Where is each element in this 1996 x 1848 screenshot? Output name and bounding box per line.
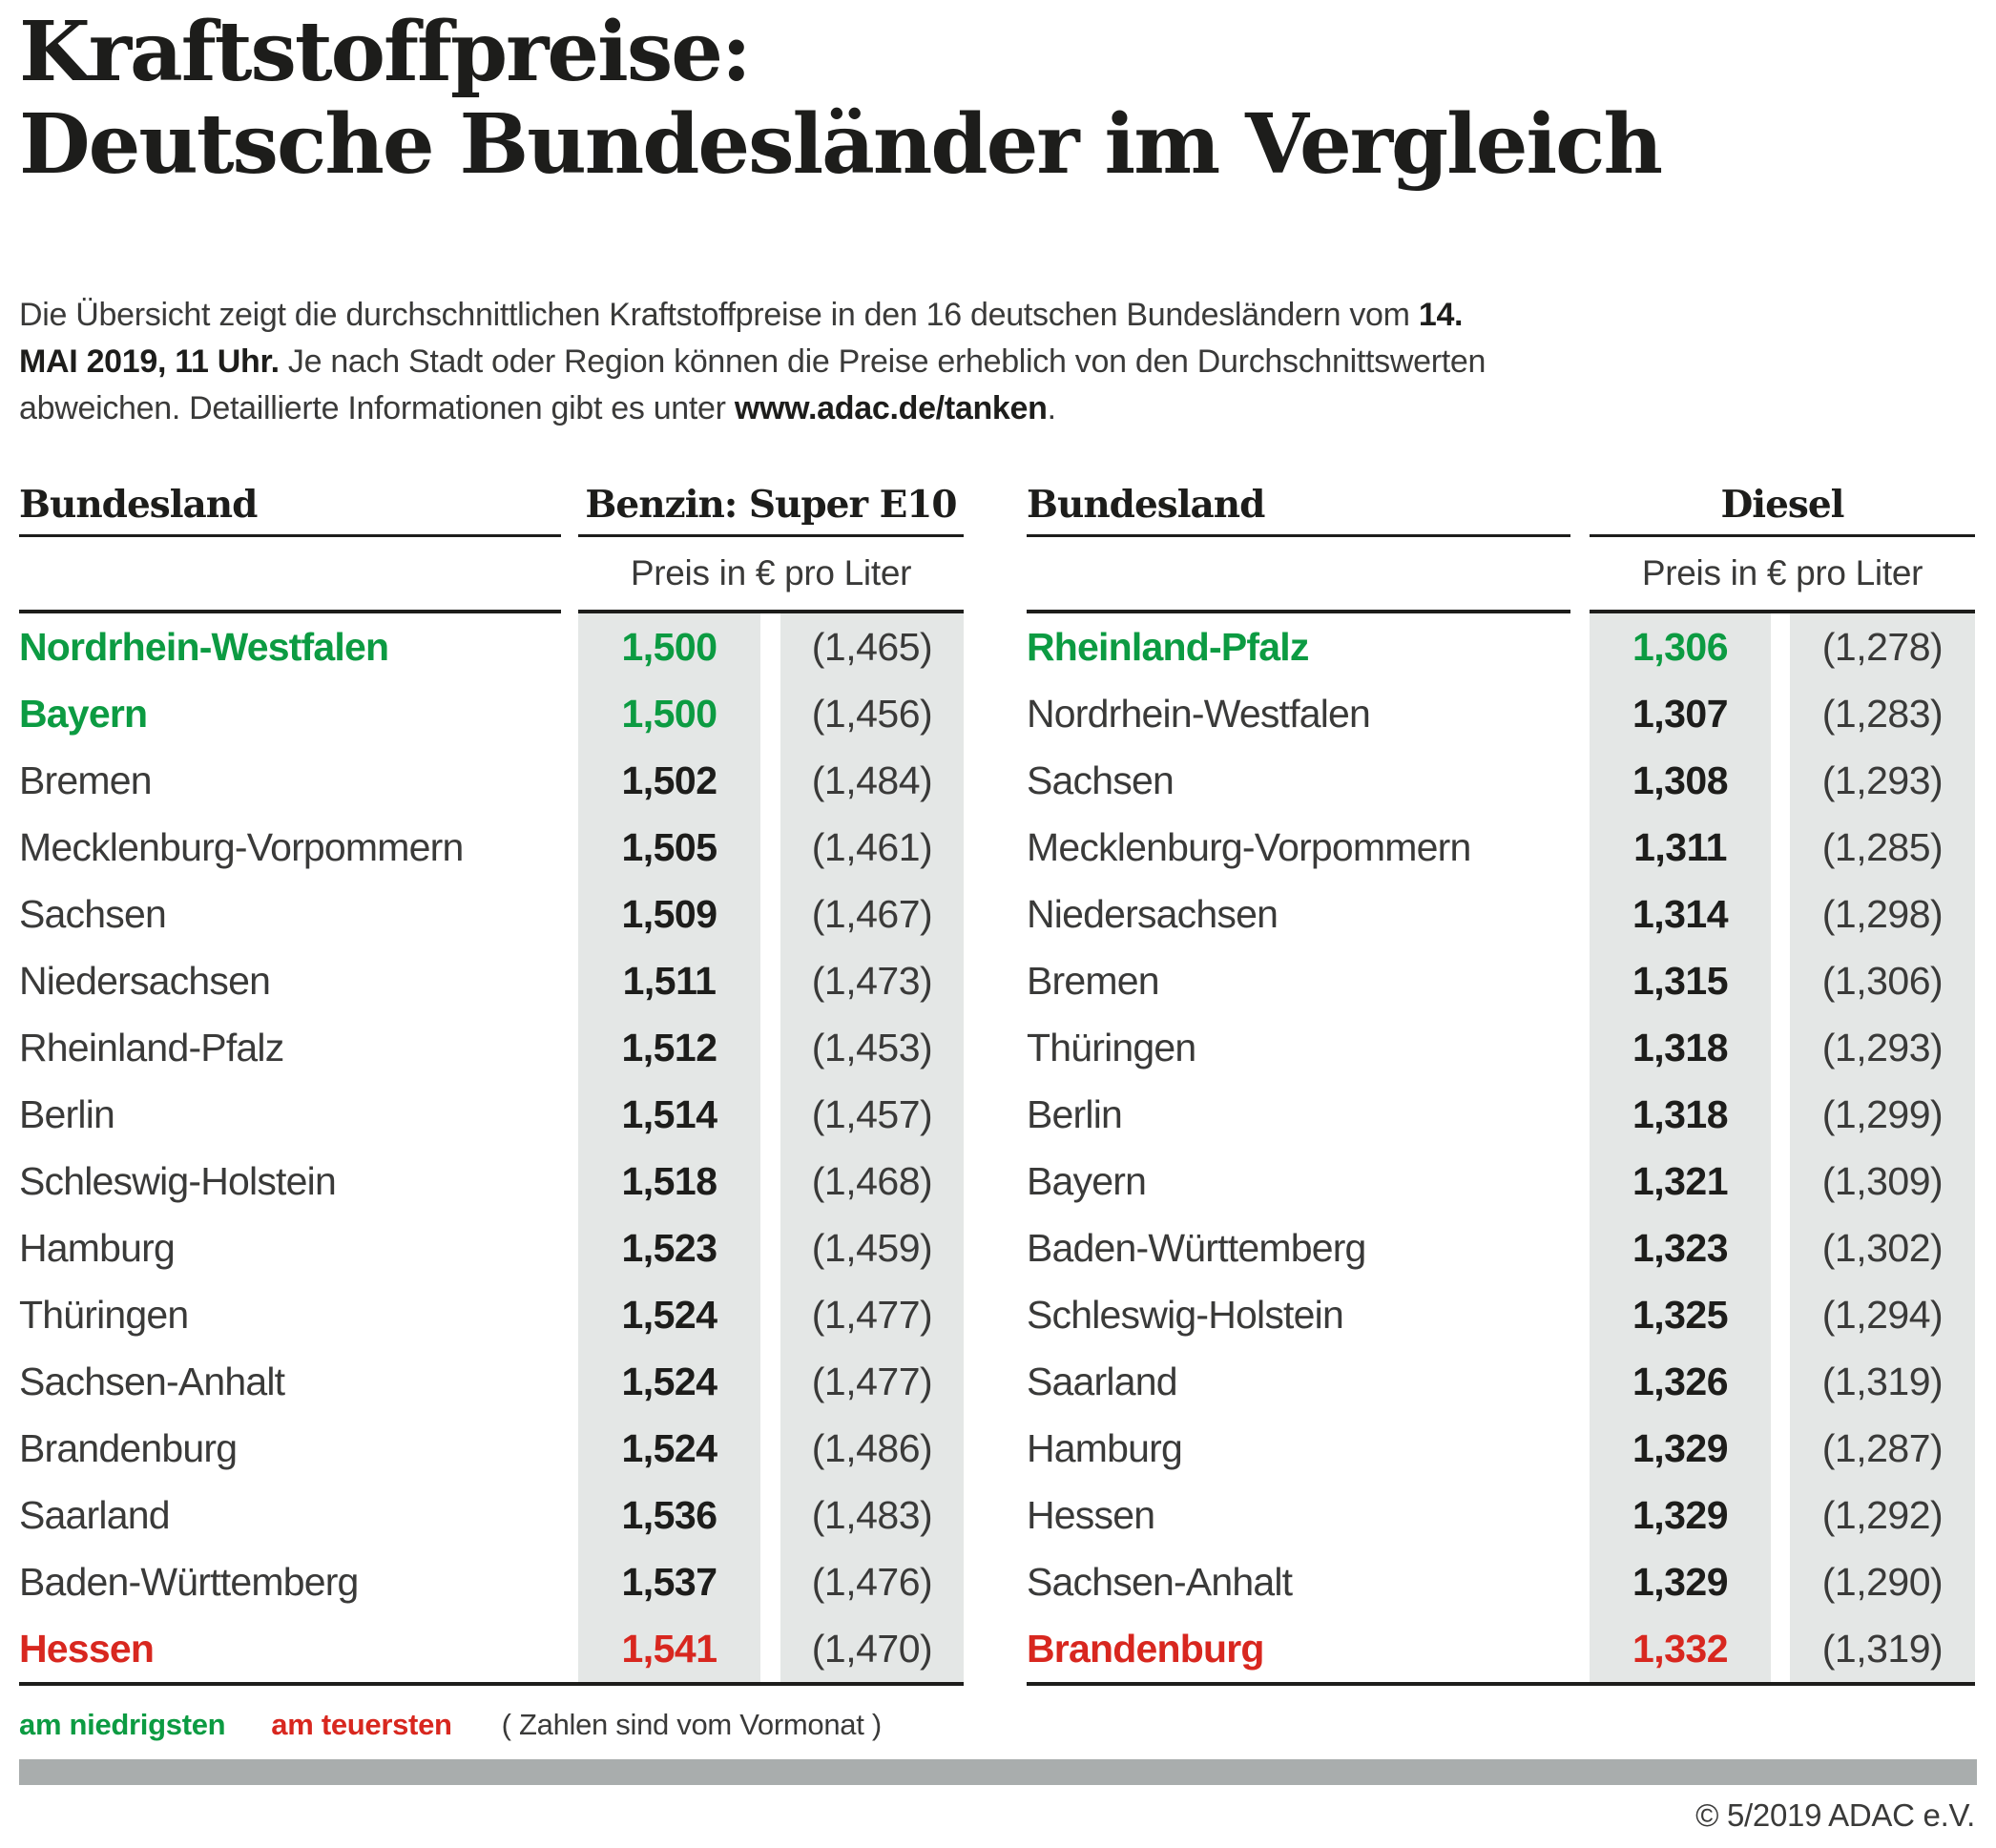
state-name: Hessen [19,1626,155,1671]
state-name: Schleswig-Holstein [1027,1292,1343,1337]
footer-bar [19,1759,1977,1785]
state-name: Niedersachsen [1027,891,1279,936]
state-name: Rheinland-Pfalz [19,1025,284,1069]
state-name: Saarland [1027,1359,1177,1403]
table-row [19,1215,964,1281]
column-gap [760,1148,780,1215]
price-value: 1,332 [1590,1615,1771,1682]
table-row [1027,947,1975,1014]
price-value: 1,500 [578,613,760,680]
table-row [1027,1081,1975,1148]
previous-month-value: (1,476) [780,1548,964,1615]
state-name: Bayern [19,691,148,736]
column-header-fuel: Diesel [1720,483,1844,527]
previous-month-value: (1,473) [780,947,964,1014]
table-bottom-border [1027,1682,1975,1686]
column-gap [760,1281,780,1348]
state-name: Hamburg [19,1225,176,1270]
previous-month-value: (1,477) [780,1281,964,1348]
price-value: 1,511 [578,947,760,1014]
previous-month-value: (1,465) [780,613,964,680]
column-gap [760,747,780,814]
table-row [19,1281,964,1348]
column-gap [760,1415,780,1482]
column-gap [1771,1482,1790,1548]
table-header-row [1027,458,1975,534]
column-gap [760,814,780,881]
previous-month-value: (1,470) [780,1615,964,1682]
price-value: 1,523 [578,1215,760,1281]
price-value: 1,318 [1590,1014,1771,1081]
unit-header-row [19,537,964,610]
divider-segment [19,534,561,537]
previous-month-value: (1,285) [1790,814,1975,881]
previous-month-value: (1,486) [780,1415,964,1482]
table-bottom-border [19,1682,964,1686]
table-row [19,1148,964,1215]
previous-month-value: (1,461) [780,814,964,881]
price-value: 1,329 [1590,1482,1771,1548]
state-name: Schleswig-Holstein [19,1158,336,1203]
column-gap [760,1482,780,1548]
header-divider [1027,534,1975,537]
table-row [19,881,964,947]
intro-text: Je nach Stadt oder Region können die Preise erheblich von den Durchschnittswerten abweichen. Detaillierte Informationen gibt es unter [19,343,1487,426]
column-gap [760,1215,780,1281]
previous-month-value: (1,456) [780,680,964,747]
unit-label: Preis in € pro Liter [1641,553,1923,592]
state-name: Thüringen [1027,1025,1196,1069]
previous-month-value: (1,290) [1790,1548,1975,1615]
previous-month-value: (1,294) [1790,1281,1975,1348]
column-gap [1771,747,1790,814]
state-name: Brandenburg [1027,1626,1264,1671]
table-row [1027,613,1975,680]
state-name: Thüringen [19,1292,189,1337]
previous-month-value: (1,283) [1790,680,1975,747]
table-row [1027,1014,1975,1081]
column-header-bundesland: Bundesland [19,483,258,527]
legend [19,1708,882,1742]
state-name: Berlin [19,1091,115,1136]
previous-month-value: (1,298) [1790,881,1975,947]
price-value: 1,326 [1590,1348,1771,1415]
table-row [1027,1615,1975,1682]
table-row [1027,1281,1975,1348]
column-gap [1771,947,1790,1014]
price-value: 1,329 [1590,1548,1771,1615]
legend-note: ( Zahlen sind vom Vormonat ) [501,1708,882,1741]
table-row [19,1548,964,1615]
table-row [1027,747,1975,814]
column-gap [760,1548,780,1615]
price-value: 1,311 [1590,814,1771,881]
copyright-credit: © 5/2019 ADAC e.V. [1695,1797,1975,1833]
previous-month-value: (1,467) [780,881,964,947]
unit-label: Preis in € pro Liter [630,553,912,592]
column-gap [1771,1348,1790,1415]
column-gap [1771,613,1790,680]
column-gap [1771,814,1790,881]
state-name: Hamburg [1027,1425,1183,1470]
price-value: 1,524 [578,1415,760,1482]
state-name: Brandenburg [19,1425,238,1470]
price-value: 1,524 [578,1348,760,1415]
table-row [19,814,964,881]
previous-month-value: (1,293) [1790,747,1975,814]
previous-month-value: (1,453) [780,1014,964,1081]
table-row [1027,814,1975,881]
diesel-table [1027,458,1975,1686]
previous-month-value: (1,457) [780,1081,964,1148]
column-gap [760,1348,780,1415]
column-gap [760,613,780,680]
column-gap [760,680,780,747]
column-gap [760,947,780,1014]
table-row [19,1615,964,1682]
state-name: Mecklenburg-Vorpommern [1027,824,1471,869]
column-gap [760,881,780,947]
price-value: 1,518 [578,1148,760,1215]
table-row [1027,881,1975,947]
previous-month-value: (1,278) [1790,613,1975,680]
benzin-table-body [19,613,964,1682]
previous-month-value: (1,292) [1790,1482,1975,1548]
previous-month-value: (1,302) [1790,1215,1975,1281]
price-value: 1,524 [578,1281,760,1348]
previous-month-value: (1,319) [1790,1615,1975,1682]
state-name: Baden-Württemberg [19,1559,359,1604]
price-value: 1,500 [578,680,760,747]
page-title-line2: Deutsche Bundesländer im Vergleich [19,96,1662,194]
previous-month-value: (1,319) [1790,1348,1975,1415]
state-name: Sachsen-Anhalt [19,1359,285,1403]
price-value: 1,318 [1590,1081,1771,1148]
table-row [19,947,964,1014]
table-row [1027,1215,1975,1281]
divider-segment [1590,534,1975,537]
page-title-line1: Kraftstoffpreise: [19,4,750,100]
price-value: 1,536 [578,1482,760,1548]
price-value: 1,321 [1590,1148,1771,1215]
column-header-bundesland: Bundesland [1027,483,1265,527]
previous-month-value: (1,306) [1790,947,1975,1014]
column-gap [1771,1215,1790,1281]
table-row [19,1014,964,1081]
state-name: Nordrhein-Westfalen [1027,691,1371,736]
intro-text: . [1047,390,1056,426]
column-gap [1771,1415,1790,1482]
price-value: 1,307 [1590,680,1771,747]
state-name: Berlin [1027,1091,1123,1136]
state-name: Niedersachsen [19,958,271,1003]
price-value: 1,512 [578,1014,760,1081]
column-gap [1771,1014,1790,1081]
unit-header-row [1027,537,1975,610]
price-value: 1,308 [1590,747,1771,814]
table-row [19,1415,964,1482]
table-row [19,1348,964,1415]
previous-month-value: (1,484) [780,747,964,814]
table-row [19,1482,964,1548]
column-gap [1771,1548,1790,1615]
table-row [19,680,964,747]
price-value: 1,329 [1590,1415,1771,1482]
state-name: Sachsen-Anhalt [1027,1559,1293,1604]
price-value: 1,314 [1590,881,1771,947]
header-divider [19,534,964,537]
intro-url-bold: www.adac.de/tanken [734,390,1048,426]
column-gap [760,1014,780,1081]
intro-paragraph [19,292,1512,432]
previous-month-value: (1,299) [1790,1081,1975,1148]
table-row [19,613,964,680]
previous-month-value: (1,459) [780,1215,964,1281]
state-name: Bremen [19,758,152,802]
table-row [1027,1148,1975,1215]
state-name: Sachsen [1027,758,1174,802]
column-gap [1771,680,1790,747]
column-gap [760,1081,780,1148]
divider-segment [1027,534,1570,537]
column-gap [1771,1081,1790,1148]
table-row [1027,680,1975,747]
state-name: Bremen [1027,958,1159,1003]
price-value: 1,325 [1590,1281,1771,1348]
state-name: Nordrhein-Westfalen [19,624,389,669]
state-name: Baden-Württemberg [1027,1225,1366,1270]
price-value: 1,502 [578,747,760,814]
price-value: 1,505 [578,814,760,881]
table-row [19,747,964,814]
price-value: 1,514 [578,1081,760,1148]
table-header-row [19,458,964,534]
column-header-fuel: Benzin: Super E10 [585,483,957,527]
legend-highest-label: am teuersten [271,1708,452,1741]
previous-month-value: (1,293) [1790,1014,1975,1081]
state-name: Mecklenburg-Vorpommern [19,824,464,869]
previous-month-value: (1,287) [1790,1415,1975,1482]
state-name: Bayern [1027,1158,1147,1203]
price-value: 1,315 [1590,947,1771,1014]
state-name: Sachsen [19,891,166,936]
divider-gap [561,534,578,537]
table-row [1027,1415,1975,1482]
table-row [1027,1548,1975,1615]
column-gap [1771,1148,1790,1215]
column-gap [1771,1615,1790,1682]
column-gap [1771,881,1790,947]
column-gap [760,1615,780,1682]
state-name: Hessen [1027,1492,1155,1537]
column-gap [1771,1281,1790,1348]
previous-month-value: (1,477) [780,1348,964,1415]
page-title [19,4,1662,194]
intro-text: Die Übersicht zeigt die durchschnittlichen Kraftstoffpreise in den 16 deutschen Bundesländern vom [19,297,1419,333]
price-value: 1,541 [578,1615,760,1682]
previous-month-value: (1,468) [780,1148,964,1215]
previous-month-value: (1,483) [780,1482,964,1548]
intro-date-bold: 14. MAI 2019, 11 Uhr. [19,297,1464,380]
price-value: 1,306 [1590,613,1771,680]
diesel-table-body [1027,613,1975,1682]
price-value: 1,323 [1590,1215,1771,1281]
table-row [19,1081,964,1148]
divider-segment [578,534,964,537]
legend-lowest-label: am niedrigsten [19,1708,226,1741]
previous-month-value: (1,309) [1790,1148,1975,1215]
table-row [1027,1348,1975,1415]
table-row [1027,1482,1975,1548]
benzin-table [19,458,964,1686]
price-value: 1,537 [578,1548,760,1615]
price-value: 1,509 [578,881,760,947]
divider-gap [1570,534,1590,537]
state-name: Saarland [19,1492,170,1537]
state-name: Rheinland-Pfalz [1027,624,1309,669]
